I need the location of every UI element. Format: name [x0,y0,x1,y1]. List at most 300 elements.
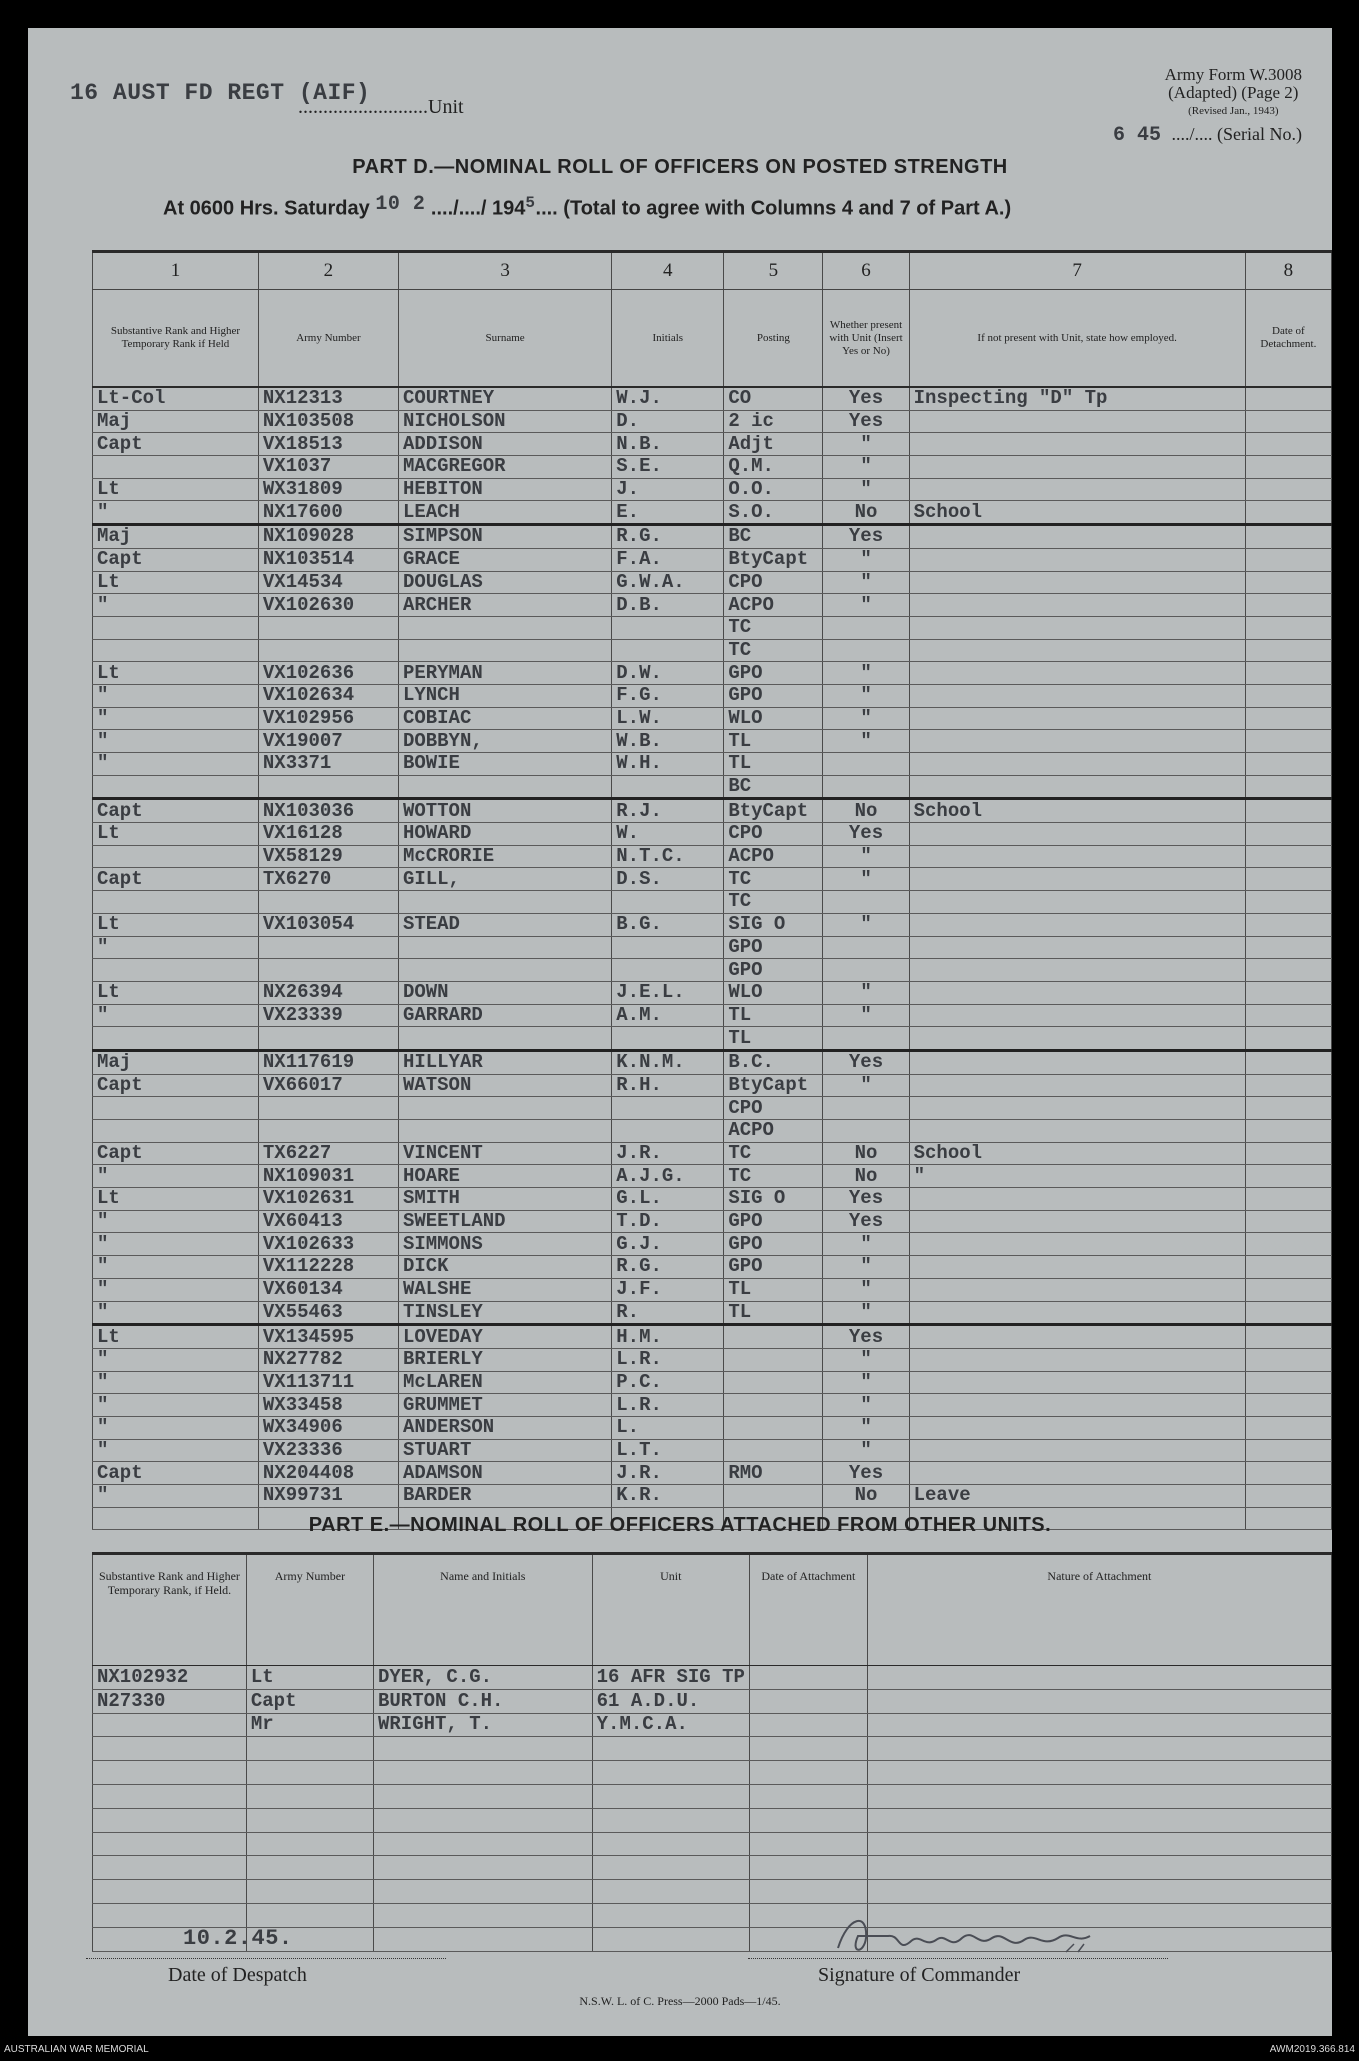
column-number-row [93,252,1332,290]
table-cell: W.B. [612,730,724,753]
table-row [93,1004,1332,1027]
table-cell: " [823,1074,909,1097]
table-cell [909,730,1245,753]
table-cell: ANDERSON [398,1416,611,1439]
table-row [93,1416,1332,1439]
column-number: 7 [909,252,1245,290]
table-cell [867,1713,1331,1737]
table-row [93,823,1332,846]
table-cell: Yes [823,1210,909,1233]
table-row [93,753,1332,776]
table-cell: NX99731 [258,1485,398,1508]
table-cell: COBIAC [398,707,611,730]
table-cell: VX112228 [258,1256,398,1279]
table-cell: VX134595 [258,1325,398,1349]
form-identifier [1165,66,1302,120]
table-cell: PERYMAN [398,662,611,685]
table-cell: GPO [724,662,823,685]
table-row [93,525,1332,549]
table-cell: " [93,1485,259,1508]
table-cell: Capt [93,1462,259,1485]
table-cell: GARRARD [398,1004,611,1027]
table-cell: Q.M. [724,456,823,479]
table-cell: HOWARD [398,823,611,846]
table-cell [909,1394,1245,1417]
table-cell: CO [724,387,823,410]
table-cell: G.W.A. [612,571,724,594]
press-line: N.S.W. L. of C. Press—2000 Pads—1/45. [579,1994,781,2008]
table-cell: NX103508 [258,410,398,433]
table-cell [823,1120,909,1143]
table-cell [1245,845,1331,868]
table-cell: LYNCH [398,684,611,707]
table-cell: School [909,799,1245,823]
table-cell: Capt [93,433,259,456]
table-cell: Lt [93,1188,259,1211]
table-cell: NX117619 [258,1050,398,1074]
table-cell: S.O. [724,501,823,525]
table-cell: COURTNEY [398,387,611,410]
table-cell: " [823,684,909,707]
table-cell [592,1737,749,1761]
table-cell: No [823,501,909,525]
table-cell: VX23336 [258,1439,398,1462]
table-cell [1245,1485,1331,1508]
table-cell [909,433,1245,456]
column-header-row [93,290,1332,388]
table-cell [909,1325,1245,1349]
table-cell: HEBITON [398,478,611,501]
archive-reference: AWM2019.366.814 [1269,2044,1355,2055]
despatch-line [86,1958,446,1959]
table-cell: VX113711 [258,1371,398,1394]
table-cell: " [93,1256,259,1279]
table-cell: ACPO [724,845,823,868]
table-cell: VX102956 [258,707,398,730]
table-cell: GPO [724,684,823,707]
table-cell: No [823,1165,909,1188]
table-cell [823,639,909,662]
despatch-date-typed: 10.2.45. [183,1926,293,1951]
table-row [93,1808,1332,1832]
table-cell: CPO [724,823,823,846]
table-cell [749,1856,867,1880]
table-cell: GRUMMET [398,1394,611,1417]
table-cell: WLO [724,981,823,1004]
table-cell [724,1439,823,1462]
table-cell [258,936,398,959]
table-cell: School [909,1142,1245,1165]
table-cell [867,1880,1331,1904]
serial-label: ..../.... (Serial No.) [1171,124,1302,144]
table-cell: " [93,1416,259,1439]
table-row [93,639,1332,662]
table-cell: STEAD [398,913,611,936]
table-cell: VX23339 [258,1004,398,1027]
table-cell: " [823,433,909,456]
table-cell: BRIERLY [398,1348,611,1371]
table-cell: BC [724,775,823,799]
table-cell [1245,1004,1331,1027]
table-cell [909,1371,1245,1394]
table-cell: B.G. [612,913,724,936]
table-cell: " [93,1233,259,1256]
table-cell [592,1880,749,1904]
table-cell [93,639,259,662]
table-cell: Lt [93,981,259,1004]
part-d-table [92,250,1332,1530]
column-number: 1 [93,252,259,290]
column-header: Unit [592,1554,749,1666]
column-number: 5 [724,252,823,290]
table-cell: TC [724,868,823,891]
unit-label: ..........................Unit [298,96,464,118]
table-cell: BtyCapt [724,548,823,571]
table-row [93,662,1332,685]
table-cell [258,616,398,639]
table-cell [823,936,909,959]
table-cell: ADAMSON [398,1462,611,1485]
table-cell [612,1097,724,1120]
table-row [93,684,1332,707]
table-cell [93,845,259,868]
table-cell: CPO [724,571,823,594]
table-cell: WX33458 [258,1394,398,1417]
table-cell [1245,936,1331,959]
table-cell [1245,1165,1331,1188]
table-cell: NX3371 [258,753,398,776]
table-row [93,936,1332,959]
column-header: Surname [398,290,611,388]
table-cell: " [823,981,909,1004]
table-row [93,1278,1332,1301]
table-row [93,1903,1332,1927]
table-cell [612,775,724,799]
column-number: 4 [612,252,724,290]
column-header: Date of Attachment [749,1554,867,1666]
table-cell: B.C. [724,1050,823,1074]
table-cell: " [93,1165,259,1188]
table-cell: N.T.C. [612,845,724,868]
table-row [93,616,1332,639]
table-cell [724,1325,823,1349]
table-cell [909,571,1245,594]
table-cell: Maj [93,1050,259,1074]
table-cell: " [823,1348,909,1371]
column-header: Substantive Rank and Higher Temporary Rank if Held [93,290,259,388]
table-row [93,501,1332,525]
table-cell: " [909,1165,1245,1188]
table-cell [909,913,1245,936]
table-cell: HOARE [398,1165,611,1188]
table-cell: " [823,1256,909,1279]
table-cell [1245,913,1331,936]
table-cell [398,959,611,982]
table-cell: R.G. [612,1256,724,1279]
part-d-title: PART D.—NOMINAL ROLL OF OFFICERS ON POSTED STRENGTH [352,156,1008,178]
table-cell: " [823,1004,909,1027]
table-cell [612,616,724,639]
table-cell [724,1485,823,1508]
table-cell [749,1713,867,1737]
table-cell: STUART [398,1439,611,1462]
table-cell: SMITH [398,1188,611,1211]
table-cell [909,891,1245,914]
table-cell [1245,1371,1331,1394]
table-cell [823,616,909,639]
table-cell: R.G. [612,525,724,549]
table-cell [909,1050,1245,1074]
table-cell: Capt [93,799,259,823]
table-cell: ACPO [724,594,823,617]
table-cell [592,1761,749,1785]
table-cell: TC [724,1142,823,1165]
table-cell [909,1188,1245,1211]
table-cell [1245,616,1331,639]
table-cell [258,1027,398,1051]
table-cell: TL [724,730,823,753]
table-cell: " [823,478,909,501]
table-cell: Yes [823,410,909,433]
table-cell: Yes [823,1188,909,1211]
column-number: 6 [823,252,909,290]
table-cell: RMO [724,1462,823,1485]
table-cell [374,1903,593,1927]
table-cell: TL [724,1027,823,1051]
table-cell: TX6270 [258,868,398,891]
table-row [93,959,1332,982]
table-cell: GPO [724,1210,823,1233]
table-row [93,1485,1332,1508]
table-row [93,1737,1332,1761]
table-cell: TC [724,639,823,662]
table-cell [1245,1142,1331,1165]
table-row [93,1027,1332,1051]
table-cell [1245,707,1331,730]
table-cell [374,1856,593,1880]
table-row [93,1713,1332,1737]
table-cell [749,1761,867,1785]
table-cell [93,1832,247,1856]
table-cell: J.R. [612,1142,724,1165]
column-header: Army Number [258,290,398,388]
table-cell [592,1903,749,1927]
column-header: Whether present with Unit (Insert Yes or No) [823,290,909,388]
table-cell [93,1856,247,1880]
table-row [93,1666,1332,1690]
table-cell: NX27782 [258,1348,398,1371]
table-cell [612,891,724,914]
table-cell: WOTTON [398,799,611,823]
table-row [93,1050,1332,1074]
table-cell: WRIGHT, T. [374,1713,593,1737]
table-row [93,433,1332,456]
table-row [93,730,1332,753]
table-cell: L.R. [612,1394,724,1417]
table-cell: GRACE [398,548,611,571]
table-cell: DICK [398,1256,611,1279]
table-cell [909,1210,1245,1233]
table-row [93,1233,1332,1256]
table-cell [749,1689,867,1713]
table-cell: 2 ic [724,410,823,433]
table-cell: " [93,1439,259,1462]
commander-signature-image [828,1908,1118,1964]
table-cell [909,707,1245,730]
table-cell: GPO [724,936,823,959]
table-cell: " [823,1278,909,1301]
table-cell [1245,981,1331,1004]
table-cell [1245,1210,1331,1233]
table-cell [374,1832,593,1856]
table-cell: " [823,1371,909,1394]
table-cell [1245,1027,1331,1051]
table-cell: Yes [823,1325,909,1349]
table-cell [93,1784,247,1808]
table-cell [93,1808,247,1832]
table-cell [823,753,909,776]
table-cell [867,1666,1331,1690]
table-cell [1245,753,1331,776]
table-cell [1245,1233,1331,1256]
table-cell: Maj [93,525,259,549]
table-cell: " [823,730,909,753]
table-cell: " [93,1004,259,1027]
table-cell: McLAREN [398,1371,611,1394]
table-cell: F.G. [612,684,724,707]
table-cell: VX60134 [258,1278,398,1301]
column-header: Nature of Attachment [867,1554,1331,1666]
table-row [93,571,1332,594]
table-cell [724,1371,823,1394]
column-number: 2 [258,252,398,290]
table-cell: DOBBYN, [398,730,611,753]
table-cell [592,1832,749,1856]
table-cell: N.B. [612,433,724,456]
table-row [93,845,1332,868]
table-cell: BOWIE [398,753,611,776]
table-row [93,891,1332,914]
table-cell: No [823,799,909,823]
table-cell: ADDISON [398,433,611,456]
table-row [93,1097,1332,1120]
table-cell: Maj [93,410,259,433]
table-cell: NX109031 [258,1165,398,1188]
table-cell: NX109028 [258,525,398,549]
table-cell: W. [612,823,724,846]
table-cell: NX17600 [258,501,398,525]
part-e-title: PART E.—NOMINAL ROLL OF OFFICERS ATTACHED FROM OTHER UNITS. [308,1514,1052,1536]
table-cell [867,1689,1331,1713]
table-cell [1245,525,1331,549]
table-cell: " [93,1210,259,1233]
table-cell: " [823,571,909,594]
table-row [93,1856,1332,1880]
table-cell [592,1927,749,1951]
table-cell: 16 AFR SIG TP [592,1666,749,1690]
table-cell: D.W. [612,662,724,685]
table-row [93,387,1332,410]
table-cell [1245,730,1331,753]
table-cell: K.N.M. [612,1050,724,1074]
table-cell [867,1784,1331,1808]
table-cell [1245,1416,1331,1439]
table-cell: Yes [823,1050,909,1074]
table-row [93,799,1332,823]
table-cell [823,891,909,914]
table-cell: R.J. [612,799,724,823]
table-cell: GPO [724,1256,823,1279]
table-cell: TX6227 [258,1142,398,1165]
table-cell: VX60413 [258,1210,398,1233]
table-cell [909,868,1245,891]
table-cell [1245,775,1331,799]
table-cell: " [93,753,259,776]
column-header: Initials [612,290,724,388]
table-row [93,913,1332,936]
date-typed: 10 2 [375,192,426,216]
year-digit: 5 [525,194,536,212]
table-cell: VX16128 [258,823,398,846]
table-cell [1245,1394,1331,1417]
table-cell [93,616,259,639]
table-cell [867,1761,1331,1785]
table-cell [909,1097,1245,1120]
table-cell: L.R. [612,1348,724,1371]
table-cell: VX103054 [258,913,398,936]
table-cell [1245,639,1331,662]
table-cell [398,1027,611,1051]
form-revised: (Revised Jan., 1943) [1188,105,1279,117]
table-cell: " [93,1278,259,1301]
column-number: 3 [398,252,611,290]
table-cell [909,936,1245,959]
table-cell [1245,1348,1331,1371]
table-cell: " [823,1416,909,1439]
table-cell [909,959,1245,982]
table-cell [1245,662,1331,685]
column-header: Substantive Rank and Higher Temporary Rank, if Held. [93,1554,247,1666]
table-cell [749,1832,867,1856]
table-cell [1245,594,1331,617]
table-cell: " [823,1301,909,1325]
table-cell [1245,684,1331,707]
table-cell: BURTON C.H. [374,1689,593,1713]
table-cell: J. [612,478,724,501]
table-cell: " [823,548,909,571]
table-cell [398,1097,611,1120]
table-cell: R. [612,1301,724,1325]
table-cell [1245,959,1331,982]
table-cell [93,1027,259,1051]
table-cell [93,891,259,914]
table-cell [612,959,724,982]
column-header: If not present with Unit, state how employed. [909,290,1245,388]
at-suffix: .... (Total to agree with Columns 4 and 7 of Part A.) [535,197,1012,220]
table-cell: TINSLEY [398,1301,611,1325]
table-cell: Capt [93,868,259,891]
table-cell [612,1027,724,1051]
table-cell [1245,1188,1331,1211]
table-cell [909,594,1245,617]
table-cell: BARDER [398,1485,611,1508]
table-cell: J.E.L. [612,981,724,1004]
table-cell: NX204408 [258,1462,398,1485]
table-cell: VX55463 [258,1301,398,1325]
table-cell: " [823,913,909,936]
column-header: Name and Initials [374,1554,593,1666]
table-cell: VX58129 [258,845,398,868]
